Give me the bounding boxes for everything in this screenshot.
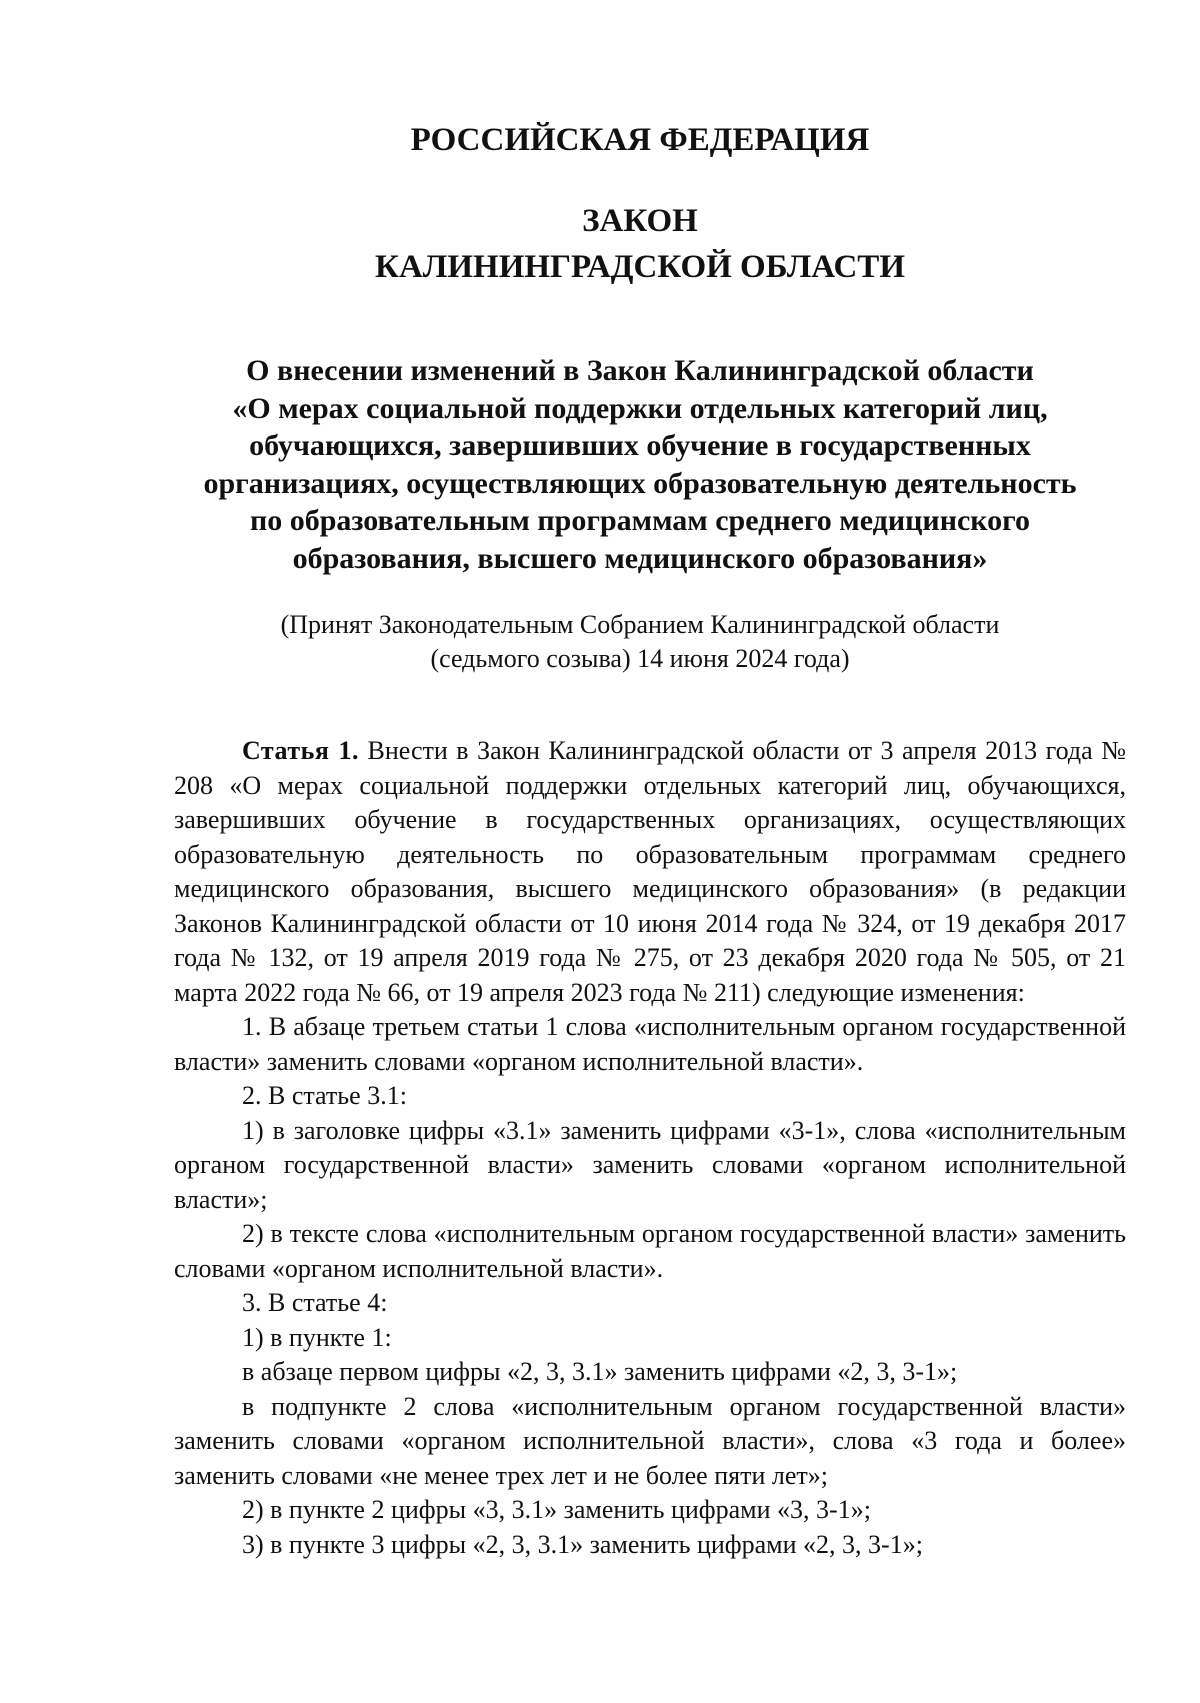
- subject-line: организациях, осуществляющих образовательную деятельность: [203, 466, 1077, 500]
- amendment-item: 1) в заголовке цифры «3.1» заменить цифрами «3-1», слова «исполнительным органом государственной власти» заменить словами «органом исполнительной власти»;: [174, 1115, 1126, 1214]
- law-title-heading: [160, 198, 1120, 290]
- amendment-item: 3) в пункте 3 цифры «2, 3, 3.1» заменить цифрами «2, 3, 3-1»;: [242, 1529, 923, 1559]
- subject-line: «О мерах социальной поддержки отдельных категорий лиц,: [232, 391, 1048, 425]
- law-title-line-1: ЗАКОН: [582, 203, 698, 239]
- law-title-line-2: КАЛИНИНГРАДСКОЙ ОБЛАСТИ: [375, 249, 905, 285]
- subject-line: образования, высшего медицинского образования»: [292, 541, 988, 575]
- amendment-item: 3. В статье 4:: [242, 1288, 388, 1317]
- amendment-item: в подпункте 2 слова «исполнительным органом государственной власти» заменить словами «органом исполнительной власти», слова «3 года и более» заменить словами «не менее трех лет и не более пяти лет»;: [174, 1391, 1126, 1490]
- article-1-label: Статья 1.: [242, 736, 359, 765]
- article-1-intro-paragraph: [174, 734, 1126, 1010]
- article-1-intro-text: Внести в Закон Калининградской области от 3 апреля 2013 года № 208 «О мерах социальной поддержки отдельных категорий лиц, обучающихся, завершивших обучение в государственных организациях, осуществляющих образовательную деятельность по образовательным программам среднего медицинского образования, высшего медицинского образования» (в редакции Законов Калининградской области от 10 июня 2014 года № 324, от 19 декабря 2017 года № 132, от 19 апреля 2019 года № 275, от 23 декабря 2020 года № 505, от 21 марта 2022 года № 66, от 19 апреля 2023 года № 211) следующие изменения:: [174, 736, 1127, 1007]
- subject-line: обучающихся, завершивших обучение в государственных: [249, 429, 1031, 462]
- subject-line: по образовательным программам среднего медицинского: [249, 504, 1031, 537]
- amendment-item: 2) в тексте слова «исполнительным органом государственной власти» заменить словами «органом исполнительной власти».: [174, 1219, 1126, 1283]
- law-subject-title: [160, 352, 1120, 577]
- adoption-note: [160, 608, 1120, 676]
- country-heading: РОССИЙСКАЯ ФЕДЕРАЦИЯ: [410, 122, 870, 158]
- amendment-item: 2. В статье 3.1:: [242, 1081, 407, 1110]
- amendment-item: в абзаце первом цифры «2, 3, 3.1» заменить цифрами «2, 3, 3-1»;: [242, 1357, 958, 1386]
- amendment-item: 1. В абзаце третьем статьи 1 слова «исполнительным органом государственной власти» заменить словами «органом исполнительной власти».: [174, 1012, 1126, 1076]
- adoption-line-1: (Принят Законодательным Собранием Калининградской области: [280, 610, 1000, 639]
- subject-line: О внесении изменений в Закон Калининградской области: [246, 354, 1034, 387]
- adoption-line-2: (седьмого созыва) 14 июня 2024 года): [430, 644, 850, 673]
- article-1-body: [174, 734, 1126, 1562]
- amendment-item: 2) в пункте 2 цифры «3, 3.1» заменить цифрами «3, 3-1»;: [242, 1495, 871, 1524]
- amendment-item: 1) в пункте 1:: [242, 1322, 392, 1352]
